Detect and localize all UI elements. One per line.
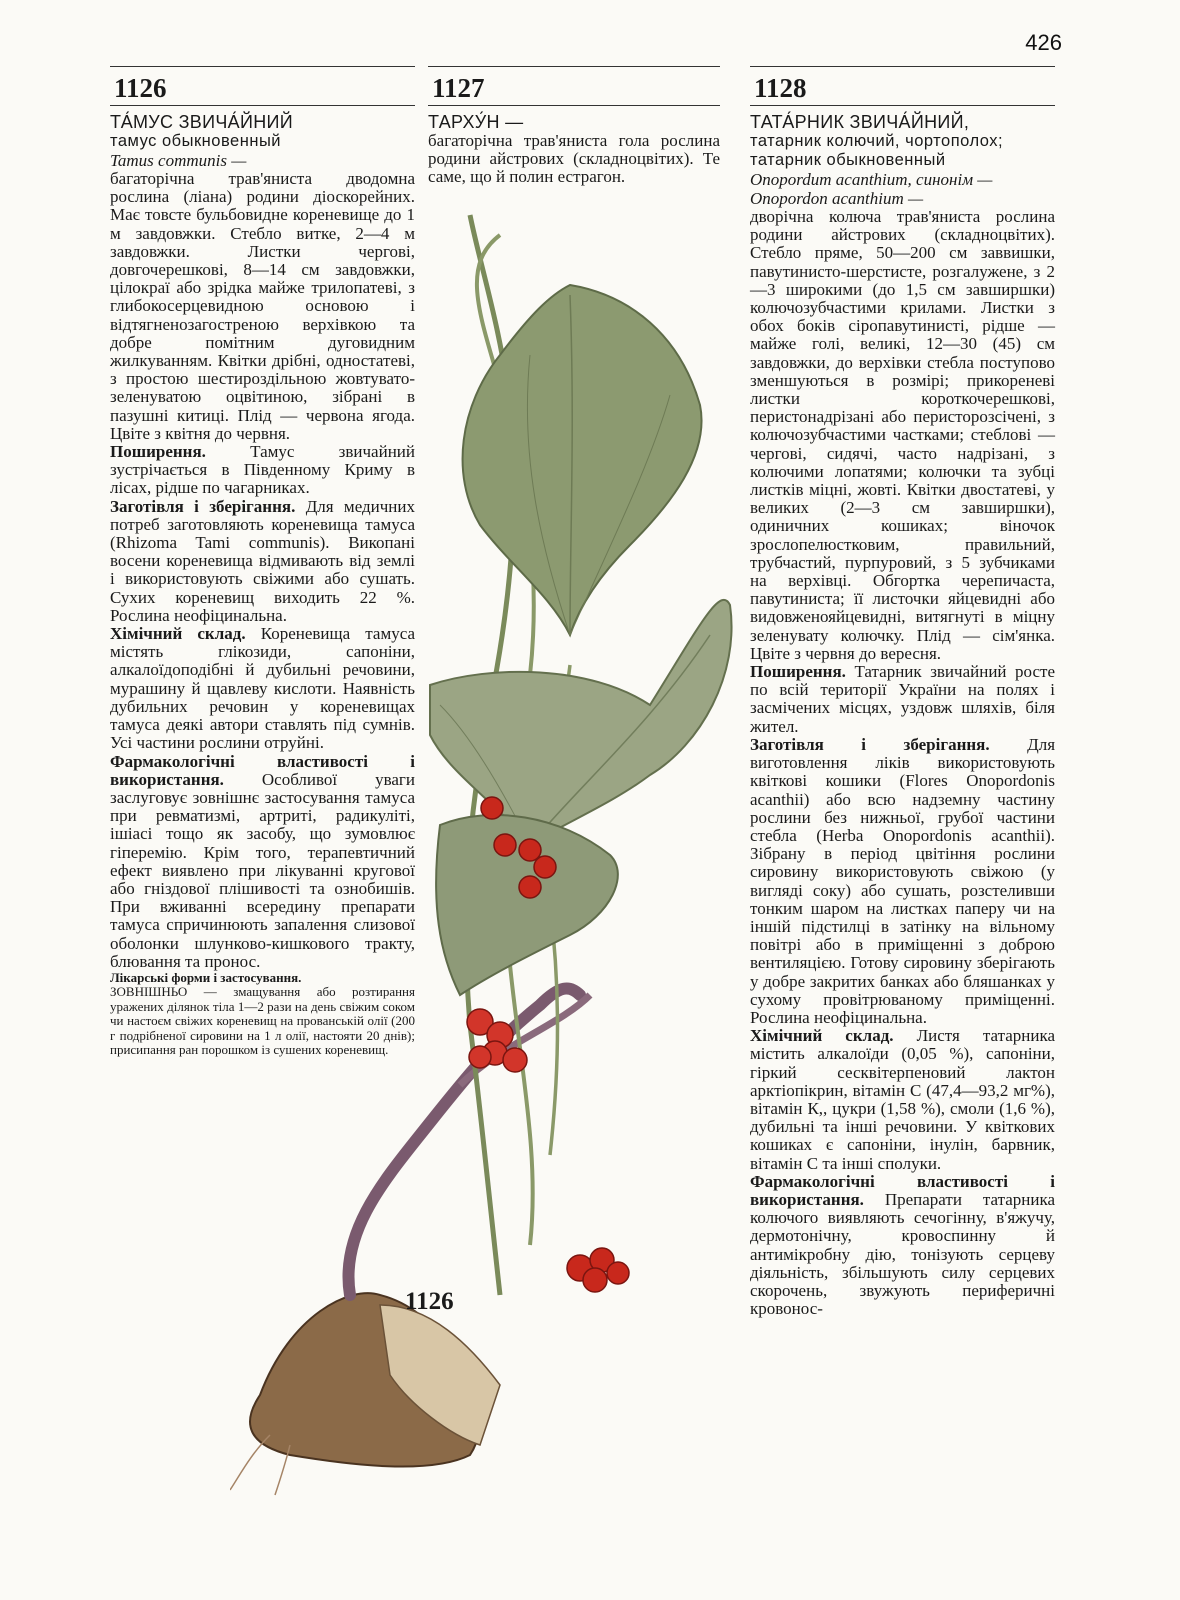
article-heading: ТАРХУ́Н — — [428, 112, 524, 132]
description: багаторічна трав'яниста гола рослина родини айстрових (складноцвітих). Те саме, що й полин естрагон. — [428, 131, 720, 187]
dosage-title: Лікарські форми і застосування. — [110, 969, 302, 985]
latin-name: Tamus communis — — [110, 151, 247, 170]
latin-name: Onopordum acanthium, синонім — Onopordon acanthium — — [750, 170, 993, 208]
dosage-text: ЗОВНІШНЬО — змащування або розтирання уражених ділянок тіла 1—2 рази на день свіжим соком чи настоєм свіжих кореневищ на прованській олії (200 г подрібненої сировини на 1 л олії, настояти 20 днів); присипання ран порошком із сушених кореневищ. — [110, 984, 415, 1058]
article-heading: ТАТА́РНИК ЗВИЧА́ЙНИЙ, — [750, 112, 970, 132]
divider — [428, 105, 720, 106]
divider — [750, 105, 1055, 106]
section-harvesting: Заготівля і зберігання. Для медичних потреб заготовляють кореневища тамуса (Rhizoma Tami communis). Викопані восени кореневища відмивають від землі і використовують свіжими або сушать. Сухих кореневищ виходить 22 %. Рослина неофіцинальна. — [110, 496, 416, 625]
synonyms: татарник колючий, чортополох; — [750, 132, 1004, 150]
russian-name: татарник обыкновенный — [750, 151, 946, 169]
section-distribution: Поширення. Татарник звичайний росте по всій території України на полях і засмічених місцях, уздовж шляхів, біля жител. — [750, 662, 1055, 736]
article-heading: ТА́МУС ЗВИЧА́ЙНИЙ — [110, 112, 293, 132]
russian-name: тамус обыкновенный — [110, 132, 282, 150]
description: багаторічна трав'яниста дводомна рослина (ліана) родини діоскорейних. Має товсте бульбовидне кореневище до 1 м завдовжки. Стебло витке, 2—4 м завдовжки. Листки чергові, довгочерешкові, 8—14 см завдовжки, цілокраї або зрідка майже трилопатеві, з глибокосерцевидною основою і відтягненозагостреною верхівкою та добре помітним дуговидним жилкуванням. Квітки дрібні, одностатеві, з простою шестироздільною жовтувато-зеленуватою оцвітиною, зібрані в пазушні китиці. Плід — червона ягода. Цвіте з квітня до червня. — [110, 169, 415, 443]
section-harvesting: Заготівля і зберігання. Для виготовлення ліків використовують квіткові кошики (Flores Onopordonis acanthii) або всю надземну частину рослини без нижньої, грубої частини стебла (Herba Onopordonis acanthii). Зібрану в період цвітіння рослини сировину використовують свіжою (у вигляді соку) або сушать, розстеливши тонким шаром на листках паперу чи на іншій підстилці в затінку на вільному повітрі або в приміщенні з доброю вентиляцією. Готову сировину зберігають у добре закритих банках або бляшанках у сухому провітрюваному приміщенні. Рослина неофіцинальна. — [750, 734, 1056, 1027]
article-number: 1126 — [114, 73, 167, 103]
article-number: 1127 — [432, 73, 485, 103]
description: дворічна колюча трав'яниста рослина родини айстрових (складноцвітих). Стебло пряме, 50—200 см заввишки, павутинисто-шерстисте, розгалужене, з 2—3 широкими (до 1,5 см завширшки) колючозубчастими крилами. Листки з обох боків сіропавутинисті, рідше — майже голі, великі, 12—30 (45) см завдовжки, до верхівки стебла поступово зменшуються в розмірі; прикореневі листки короткочерешкові, перистонадрізані або перисторозсічені, з колючозубчастими частками; стеблові — чергові, сидячі, часто надрізані, з колючими лопатями; колючки та зубці листків міцні, жовті. Квітки двостатеві, у великих (2—3 см завширшки), одиничних кошиках; віночок зрослопелюстковим, правильний, трубчастий, пурпуровий, з 5 зубчиками на верхівці. Обгортка черепичаста, павутиниста; її листочки яйцевидні або видовженояйцевидні, витягнуті в міцну зеленувату колючку. Плід — сім'янка. Цвіте з червня до вересня. — [750, 207, 1055, 663]
article-number: 1128 — [754, 73, 807, 103]
page-number: 426 — [1025, 30, 1062, 55]
section-pharmacology: Фармакологічні властивості і використання. Препарати татарника колючого виявляють сечогінну, в'яжучу, дермотонічну, кровоспинну й антимікробну дію, тонізують серцеву діяльність, збільшують силу серцевих скорочень, звужують периферичні кровонос- — [750, 1171, 1056, 1319]
plate-label: 1126 — [405, 1288, 454, 1315]
section-pharmacology: Фармакологічні властивості і використання. Особливої уваги заслуговує зовнішнє застосування тамуса при ревматизмі, артриті, радикуліті, ішіасі тощо як засобу, що зумовлює гіперемію. Крім того, терапевтичний ефект виявлено при лікуванні кругової або гніздової плішивості та ознобишів. При вживанні всередину препарати тамуса спричинюють запалення слизової оболонки шлунково-кишкового тракту, блювання та пронос. — [110, 751, 415, 971]
section-distribution: Поширення. Тамус звичайний зустрічається в Південному Криму в лісах, рідше по чагарниках. — [110, 442, 415, 498]
article-1127 — [428, 66, 720, 187]
section-chemistry: Хімічний склад. Кореневища тамуса містять глікозиди, сапоніни, алкалоїдоподібні й дубильні речовини, мурашину й щавлеву кислоти. Наявність дубильних речовин у кореневищах тамуса деякі автори ставлять під сумнів. Усі частини рослини отруйні. — [110, 624, 415, 753]
section-chemistry: Хімічний склад. Листя татарника містить алкалоїди (0,05 %), сапоніни, гіркий сесквітерпеновий лактон арктіопікрин, вітамін С (47,4—93,2 мг%), вітамін К,, цукри (1,58 %), смоли (1,6 %), дубильні та інші речовини. У квіткових кошиках є сапоніни, інулін, барвник, вітамін С та інші сполуки. — [750, 1026, 1055, 1173]
article-1128 — [750, 66, 1055, 1318]
tamus-plant-illustration-icon — [230, 205, 750, 1505]
divider — [110, 105, 415, 106]
